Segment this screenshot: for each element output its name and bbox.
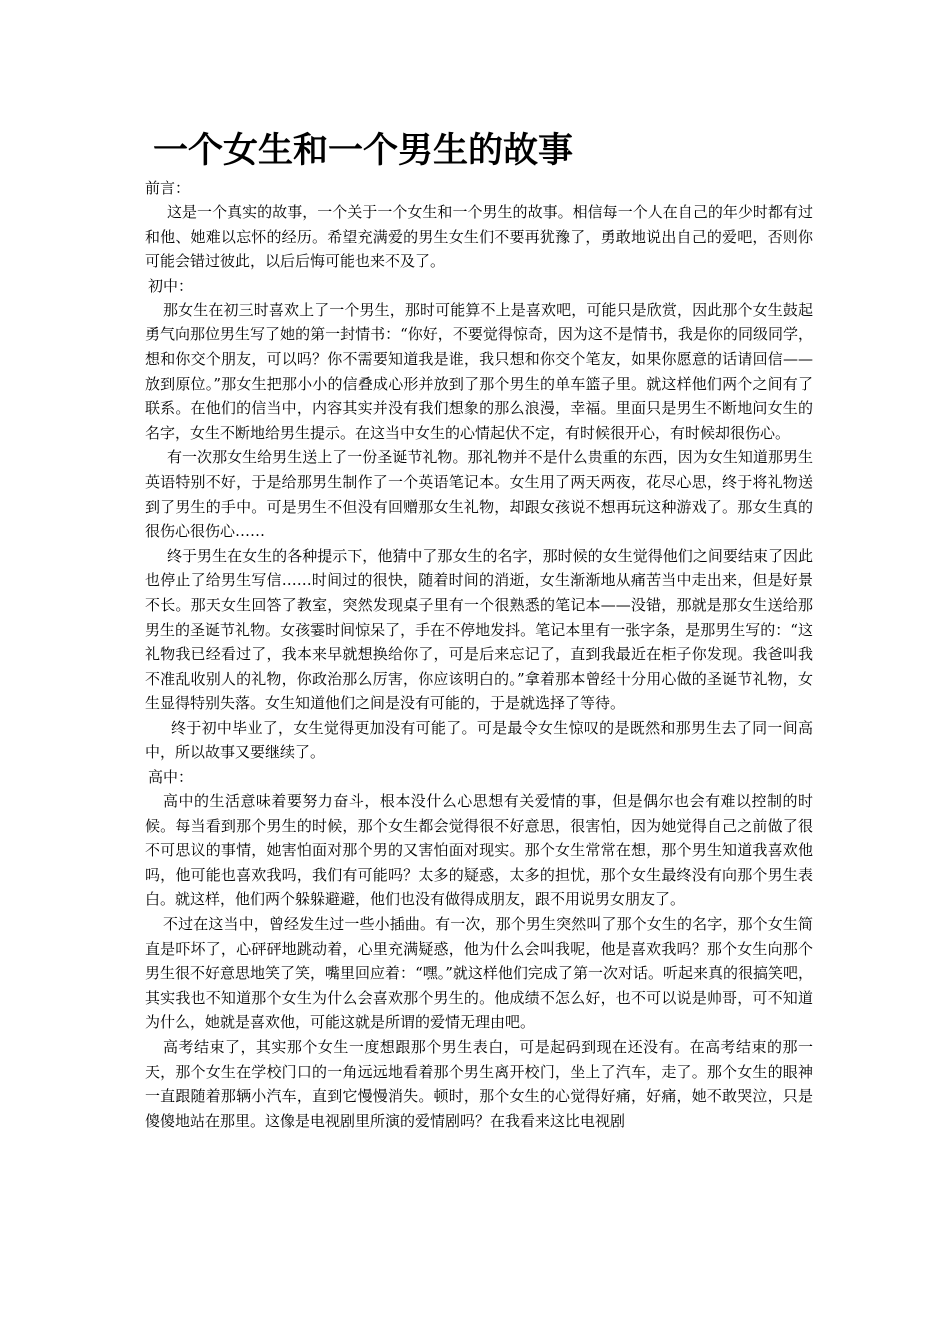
- paragraph: 有一次那女生给男生送上了一份圣诞节礼物。那礼物并不是什么贵重的东西，因为女生知道那男生英语特别不好，于是给那男生制作了一个英语笔记本。女生用了两天两夜，花尽心思，终于将礼物送到了男生的手中。可是男生不但没有回赠那女生礼物，却跟女孩说不想再玩这种游戏了。那女生真的很伤心很伤心……: [145, 448, 813, 541]
- paragraph: 这是一个真实的故事，一个关于一个女生和一个男生的故事。相信每一个人在自己的年少时都有过和他、她难以忘怀的经历。希望充满爱的男生女生们不要再犹豫了，勇敢地说出自己的爱吧，否则你可能会错过彼此，以后后悔可能也来不及了。: [145, 203, 813, 271]
- section-heading-preface: 前言：: [145, 179, 191, 197]
- section-preface: [145, 176, 813, 274]
- paragraph: 高考结束了，其实那个女生一度想跟那个男生表白，可是起码到现在还没有。在高考结束的那一天，那个女生在学校门口的一角远远地看着那个男生离开校门，坐上了汽车，走了。那个女生的眼神一直跟随着那辆小汽车，直到它慢慢消失。顿时，那个女生的心觉得好痛，好痛，她不敢哭泣，只是傻傻地站在那里。这像是电视剧里所演的爱情剧吗？在我看来这比电视剧: [145, 1038, 813, 1130]
- paragraph: 那女生在初三时喜欢上了一个男生，那时可能算不上是喜欢吧，可能只是欣赏，因此那个女生鼓起勇气向那位男生写了她的第一封情书：“你好，不要觉得惊奇，因为这不是情书，我是你的同级同学，想和你交个朋友，可以吗？你不需要知道我是谁，我只想和你交个笔友，如果你愿意的话请回信——放到原位。”那女生把那小小的信叠成心形并放到了那个男生的单车篮子里。就这样他们两个之间有了联系。在他们的信当中，内容其实并没有我们想象的那么浪漫，幸福。里面只是男生不断地问女生的名字，女生不断地给男生提示。在这当中女生的心情起伏不定，有时候很开心，有时候却很伤心。: [145, 300, 813, 442]
- paragraph: 不过在这当中，曾经发生过一些小插曲。有一次，那个男生突然叫了那个女生的名字，那个女生简直是吓坏了，心砰砰地跳动着，心里充满疑惑，他为什么会叫我呢，他是喜欢我吗？那个女生向那个男生很不好意思地笑了笑，嘴里回应着：“嘿。”就这样他们完成了第一次对话。听起来真的很搞笑吧，其实我也不知道那个女生为什么会喜欢那个男生的。他成绩不怎么好，也不可以说是帅哥，可不知道为什么，她就是喜欢他，可能这就是所谓的爱情无理由吧。: [145, 915, 813, 1032]
- paragraph: 高中的生活意味着要努力奋斗，根本没什么心思想有关爱情的事，但是偶尔也会有难以控制的时候。每当看到那个男生的时候，那个女生都会觉得很不好意思，很害怕，因为她觉得自己之前做了很不可思议的事情，她害怕面对那个男的又害怕面对现实。那个女生常常在想，那个男生知道我喜欢他吗，他可能也喜欢我吗，我们有可能吗？太多的疑惑，太多的担忧，那个女生最终没有向那个男生表白。就这样，他们两个躲躲避避，他们也没有做得成朋友，跟不用说男女朋友了。: [145, 792, 813, 909]
- section-heading-junior-high: 初中：: [148, 276, 194, 295]
- document-title: 一个女生和一个男生的故事: [153, 131, 574, 171]
- paragraph: 终于初中毕业了，女生觉得更加没有可能了。可是最令女生惊叹的是既然和那男生去了同一间高中，所以故事又要继续了。: [145, 718, 813, 762]
- section-junior-high: [145, 274, 813, 765]
- section-high-school: [145, 765, 813, 1133]
- paragraph: 终于男生在女生的各种提示下，他猜中了那女生的名字，那时候的女生觉得他们之间要结束了因此也停止了给男生写信……时间过的很快，随着时间的消逝，女生渐渐地从痛苦当中走出来，但是好景不长。那天女生回答了教室，突然发现桌子里有一个很熟悉的笔记本——没错，那就是那女生送给那男生的圣诞节礼物。女孩霎时间惊呆了，手在不停地发抖。笔记本里有一张字条，是那男生写的：“这礼物我已经看过了，我本来早就想换给你了，可是后来忘记了，直到我最近在柜子你发现。我爸叫我不准乱收别人的礼物，你政治那么厉害，你应该明白的。”拿着那本曾经十分用心做的圣诞节礼物，女生显得特别失落。女生知道他们之间是没有可能的，于是就选择了等待。: [145, 546, 813, 713]
- document-body: [145, 128, 813, 1133]
- section-heading-high-school: 高中：: [148, 768, 194, 787]
